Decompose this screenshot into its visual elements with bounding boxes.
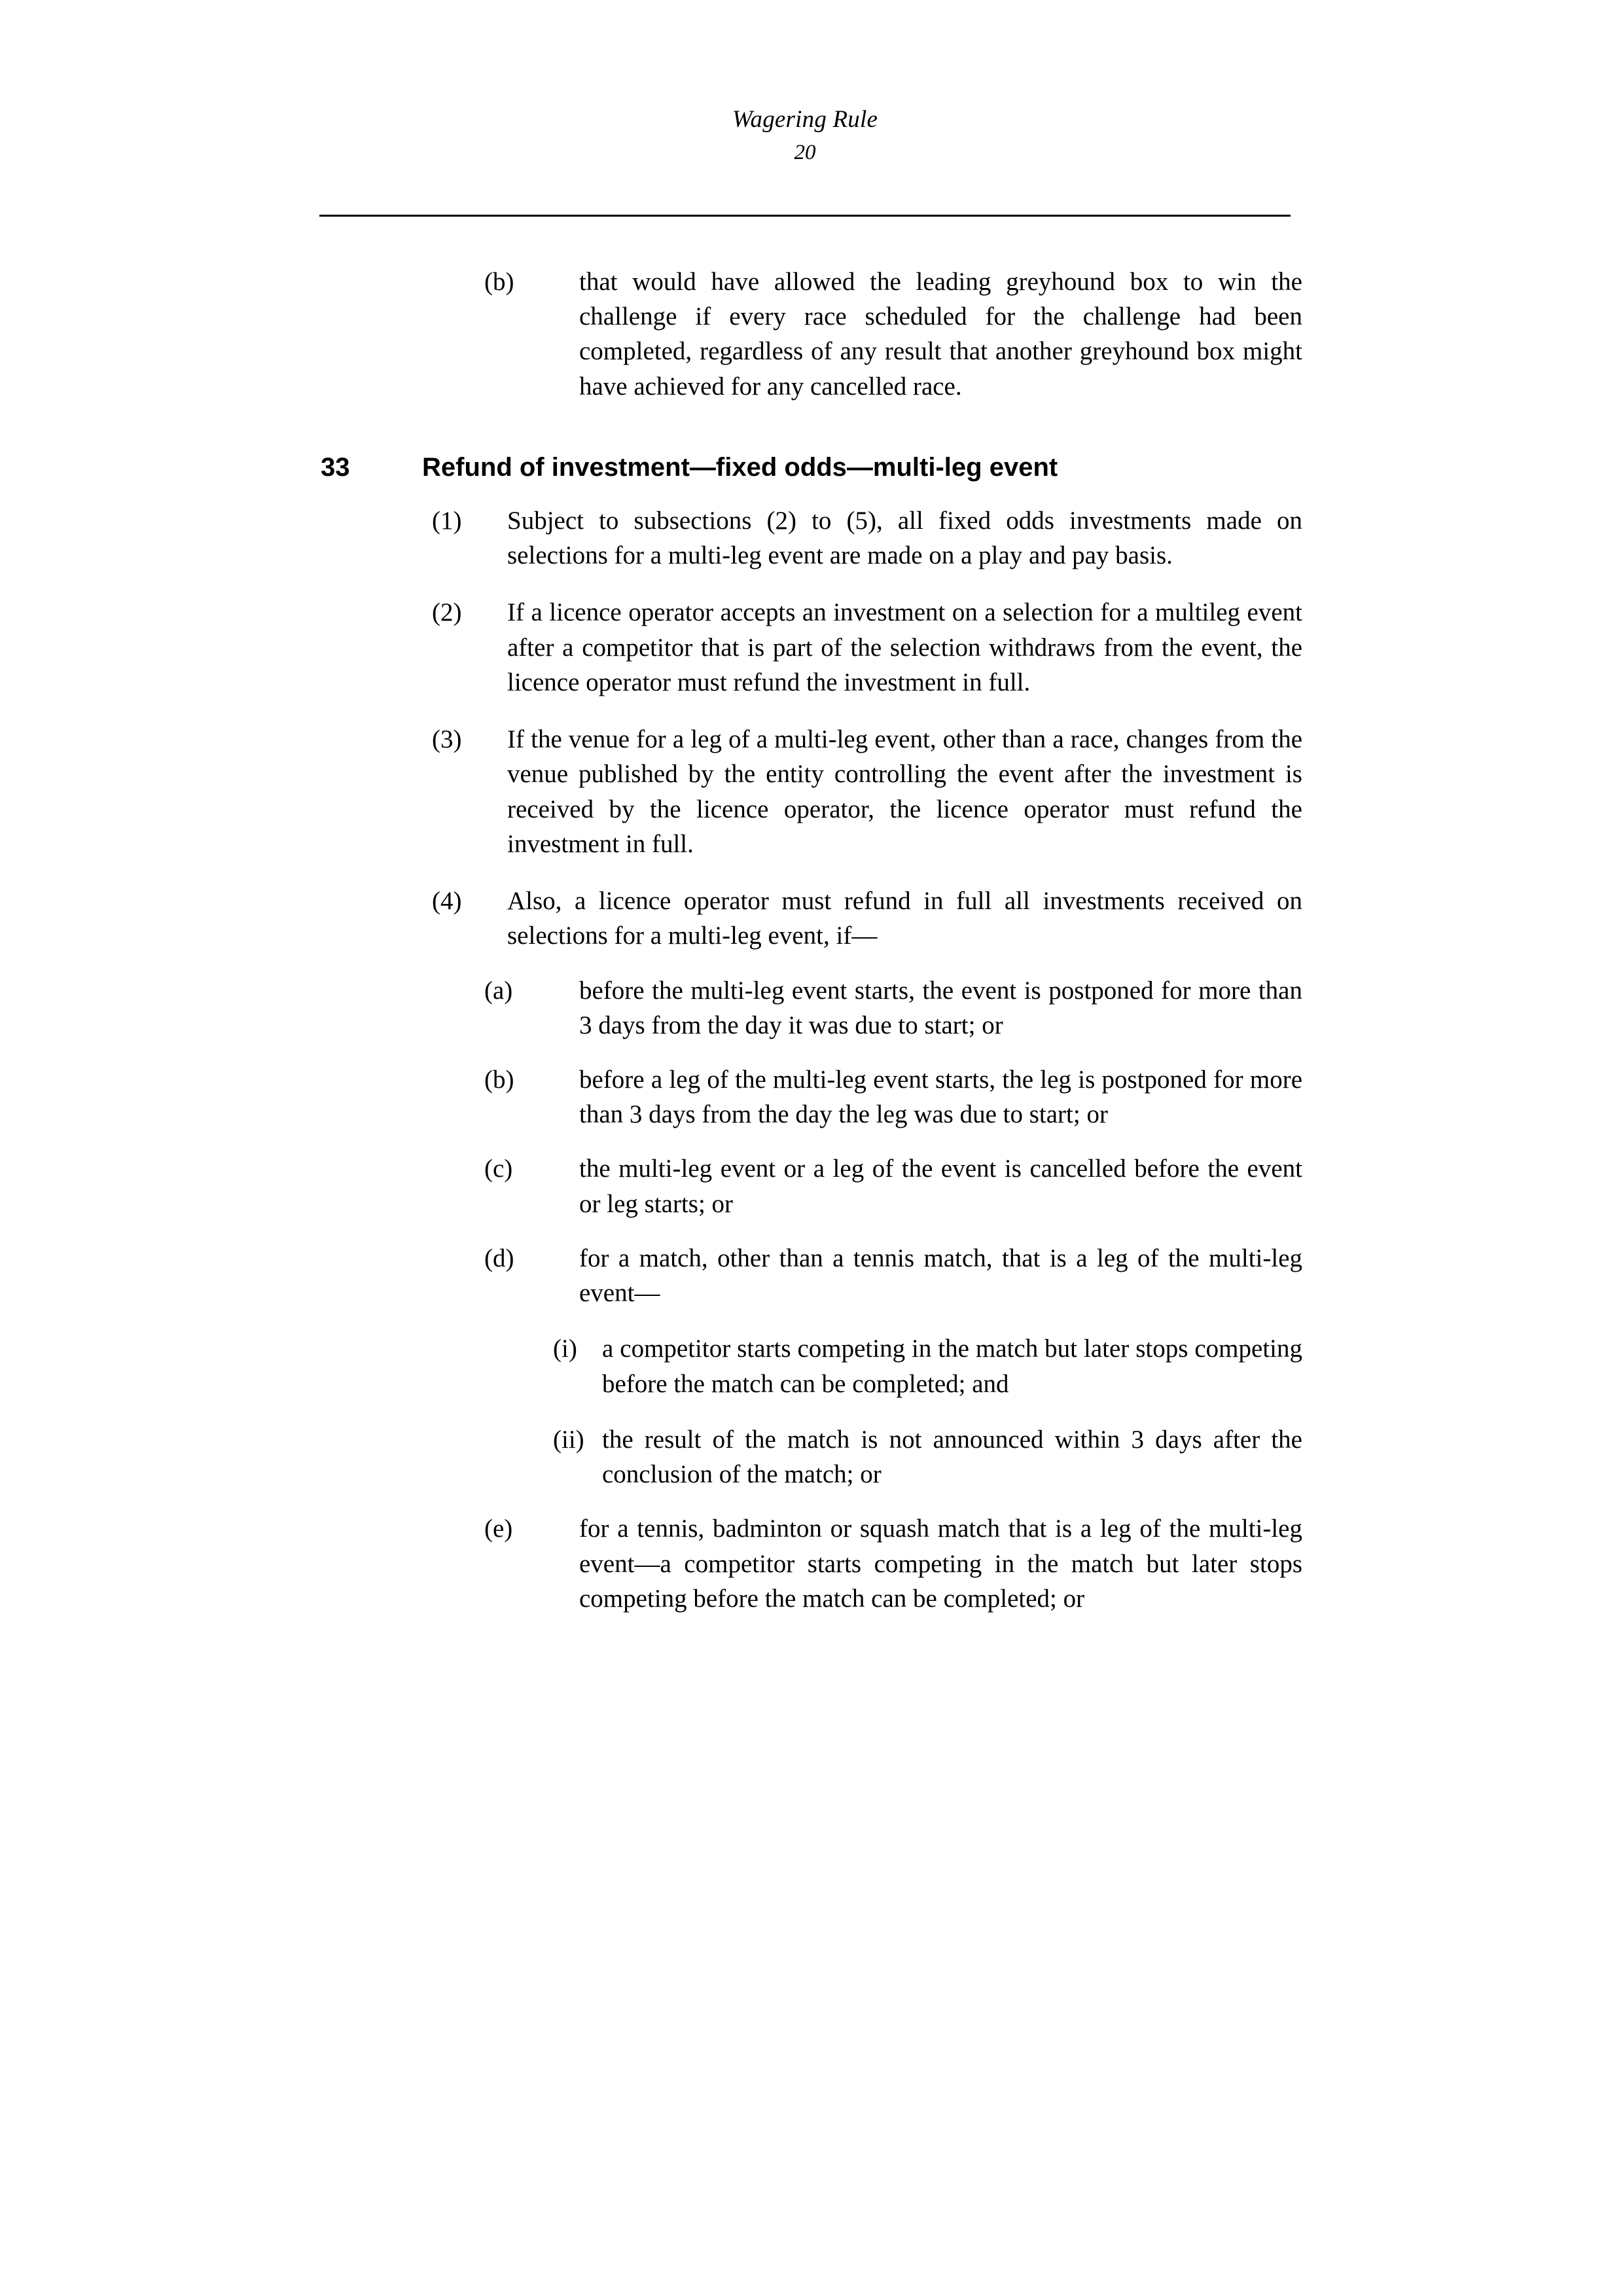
list-marker: (b) [484,1065,514,1094]
list-marker: (d) [484,1244,514,1272]
list-marker: (b) [484,268,514,296]
section-title: Refund of investment—fixed odds—multi-leg event [422,452,1058,482]
list-item [432,722,1302,861]
list-text: before the multi-leg event starts, the event is postponed for more than 3 days from the day it was due to start; or [579,976,1302,1039]
list-text: If a licence operator accepts an investment on a selection for a multileg event after a competitor that is part of the selection withdraws from the event, the licence operator must refund the investment in full. [507,598,1302,696]
list-marker: (a) [484,976,513,1005]
list-marker: (i) [553,1335,577,1363]
list-marker: (ii) [553,1425,584,1454]
list-item [484,1511,1302,1616]
list-marker: (4) [432,887,462,916]
document-title: Wagering Rule [732,106,878,133]
list-item [484,264,1302,404]
list-text: before a leg of the multi-leg event starts, the leg is postponed for more than 3 days from the day the leg was due to start; or [579,1065,1302,1129]
list-text: for a tennis, badminton or squash match that is a leg of the multi-leg event—a competitor starts competing in the match but later stops competing before the match can be completed; or [579,1515,1302,1613]
list-text: If the venue for a leg of a multi-leg event, other than a race, changes from the venue published by the entity controlling the event after the investment is received by the licence operator, the licence operator must refund the investment in full. [507,725,1302,858]
list-item [484,1062,1302,1132]
list-text: for a match, other than a tennis match, that is a leg of the multi-leg event— [579,1244,1302,1308]
list-text: a competitor starts competing in the match but later stops competing before the match can be completed; and [602,1335,1302,1398]
list-item [484,1151,1302,1221]
list-item [484,1241,1302,1310]
list-text: that would have allowed the leading greyhound box to win the challenge if every race scheduled for the challenge had been completed, regardless of any result that another greyhound box might have achieved for any cancelled race. [579,268,1302,401]
list-text: the result of the match is not announced within 3 days after the conclusion of the match; or [602,1425,1302,1489]
list-marker: (3) [432,725,462,754]
list-item [432,503,1302,573]
list-item [432,884,1302,953]
list-text: Also, a licence operator must refund in full all investments received on selections for a multi-leg event, if— [507,887,1302,950]
list-item [553,1331,1302,1401]
list-marker: (2) [432,598,462,627]
list-text: Subject to subsections (2) to (5), all fixed odds investments made on selections for a multi-leg event are made on a play and pay basis. [507,506,1302,570]
section-heading [321,451,1302,484]
page-number: 20 [794,141,816,165]
section-number: 33 [321,452,350,482]
list-marker: (c) [484,1155,513,1183]
list-text: the multi-leg event or a leg of the event is cancelled before the event or leg starts; or [579,1155,1302,1218]
list-item [484,973,1302,1043]
list-marker: (1) [432,506,462,535]
list-item [553,1422,1302,1492]
list-marker: (e) [484,1515,513,1543]
list-item [432,595,1302,700]
